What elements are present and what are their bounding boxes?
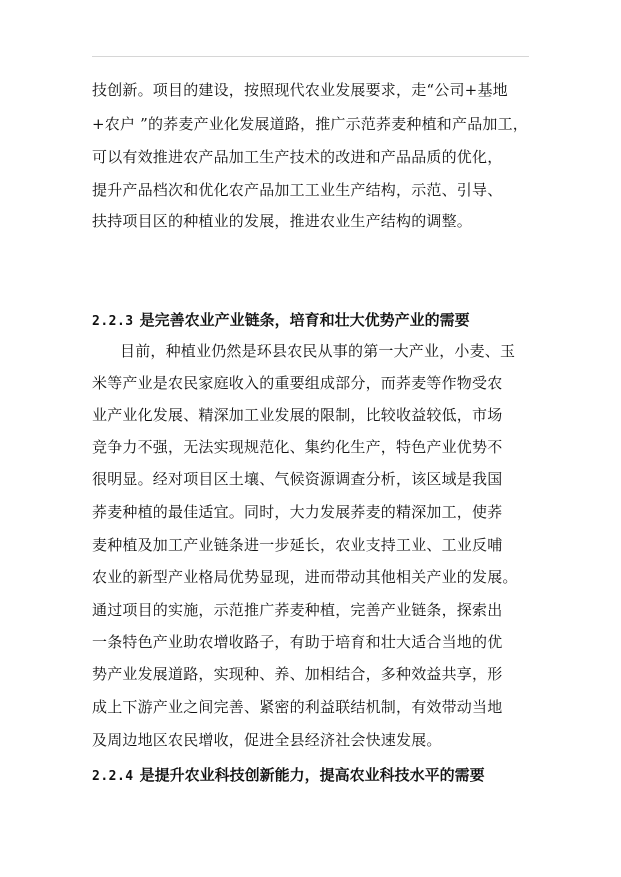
paragraph-line: 提升产品档次和优化农产品加工工业生产结构，示范、引导、 — [92, 181, 503, 199]
paragraph-line: 技创新。项目的建设，按照现代农业发展要求，走“公司+基地 — [92, 81, 508, 99]
section-number: 2.2.4 — [92, 769, 134, 784]
paragraph-line: 目前，种植业仍然是环县农民从事的第一大产业，小麦、玉 — [120, 342, 516, 360]
paragraph-line: 竞争力不强，无法实现规范化、集约化生产，特色产业优势不 — [92, 438, 503, 456]
paragraph-line: 麦种植及加工产业链条进一步延长，农业支持工业、工业反哺 — [92, 536, 503, 554]
paragraph-line: 一条特色产业助农增收路子，有助于培育和壮大适合当地的优 — [92, 633, 503, 651]
paragraph-line: 农业的新型产业格局优势显现，进而带动其他相关产业的发展。 — [92, 568, 518, 586]
paragraph-line: 荞麦种植的最佳适宜。同时，大力发展荞麦的精深加工，使荞 — [92, 503, 503, 521]
paragraph-line: 通过项目的实施，示范推广荞麦种植，完善产业链条，探索出 — [92, 601, 503, 619]
paragraph-line: 米等产业是农民家庭收入的重要组成部分，而荞麦等作物受农 — [92, 374, 503, 392]
paragraph-line: 成上下游产业之间完善、紧密的利益联结机制，有效带动当地 — [92, 698, 503, 716]
paragraph-line: 业产业化发展、精深加工业发展的限制，比较收益较低，市场 — [92, 406, 503, 424]
paragraph-line: 很明显。经对项目区土壤、气候资源调查分析，该区域是我国 — [92, 470, 503, 488]
section-heading-2-2-4 — [92, 765, 485, 787]
paragraph-line: 扶持项目区的种植业的发展，推进农业生产结构的调整。 — [92, 212, 473, 230]
paragraph-line: 可以有效推进农产品加工生产技术的改进和产品品质的优化， — [92, 148, 503, 166]
section-heading-2-2-3 — [92, 310, 470, 332]
paragraph-line: 及周边地区农民增收，促进全县经济社会快速发展。 — [92, 731, 442, 749]
paragraph-line: +农户 ”的荞麦产业化发展道路，推广示范荞麦种植和产品加工， — [92, 115, 529, 133]
page-header-rule — [92, 56, 529, 57]
section-title: 是完善农业产业链条，培育和壮大优势产业的需要 — [139, 311, 470, 329]
section-number: 2.2.3 — [92, 314, 134, 329]
paragraph-line: 势产业发展道路，实现种、养、加相结合，多种效益共享，形 — [92, 665, 503, 683]
section-title: 是提升农业科技创新能力，提高农业科技水平的需要 — [139, 766, 485, 784]
